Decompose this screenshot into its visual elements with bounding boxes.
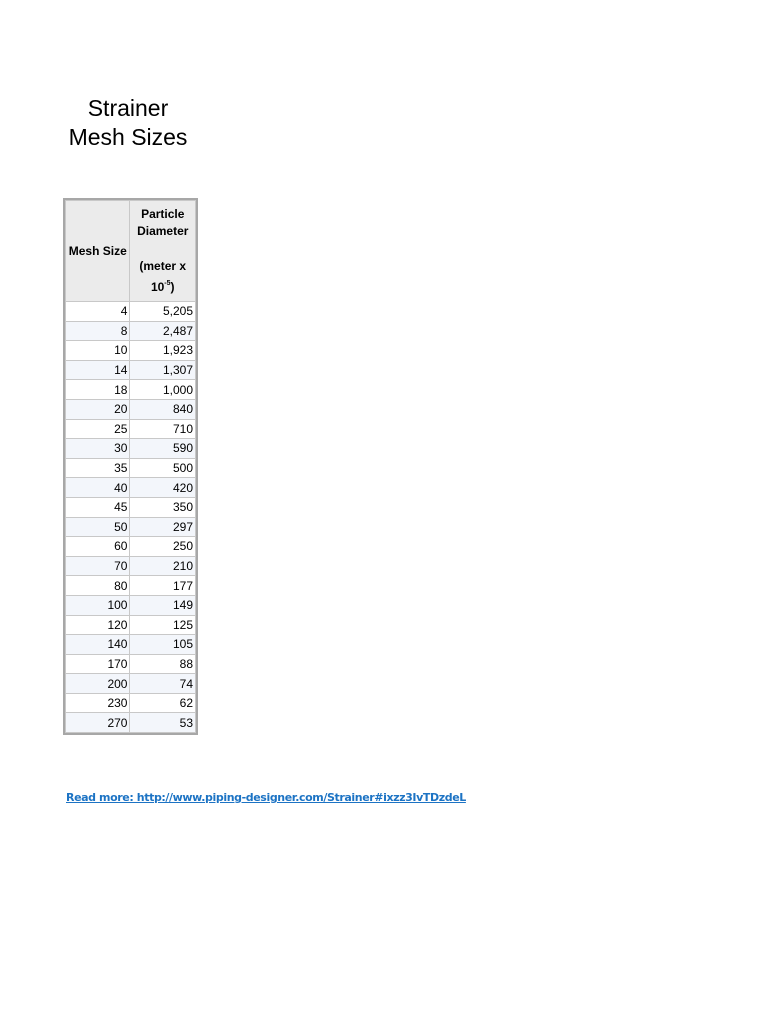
header-mesh-size: Mesh Size bbox=[66, 201, 130, 302]
header-particle-line-2: Diameter bbox=[137, 224, 189, 238]
header-unit-base: 10 bbox=[150, 280, 165, 294]
particle-diameter-cell: 88 bbox=[130, 654, 196, 674]
particle-diameter-cell: 177 bbox=[130, 576, 196, 596]
mesh-size-cell: 8 bbox=[66, 321, 130, 341]
table-row bbox=[66, 399, 196, 419]
particle-diameter-cell: 297 bbox=[130, 517, 196, 537]
mesh-size-cell: 40 bbox=[66, 478, 130, 498]
mesh-size-cell: 35 bbox=[66, 458, 130, 478]
particle-diameter-cell: 149 bbox=[130, 595, 196, 615]
table-row bbox=[66, 439, 196, 459]
mesh-size-cell: 140 bbox=[66, 635, 130, 655]
mesh-size-cell: 50 bbox=[66, 517, 130, 537]
mesh-size-cell: 60 bbox=[66, 537, 130, 557]
header-particle-line-1: Particle bbox=[141, 207, 185, 221]
mesh-size-cell: 45 bbox=[66, 497, 130, 517]
table-row bbox=[66, 341, 196, 361]
header-unit-exponent: -5 bbox=[164, 280, 171, 287]
table-row bbox=[66, 635, 196, 655]
particle-diameter-cell: 125 bbox=[130, 615, 196, 635]
table-row bbox=[66, 556, 196, 576]
particle-diameter-cell: 1,923 bbox=[130, 341, 196, 361]
table-row bbox=[66, 458, 196, 478]
particle-diameter-cell: 74 bbox=[130, 674, 196, 694]
particle-diameter-cell: 590 bbox=[130, 439, 196, 459]
table-row bbox=[66, 517, 196, 537]
mesh-size-cell: 230 bbox=[66, 693, 130, 713]
table-row bbox=[66, 615, 196, 635]
particle-diameter-cell: 420 bbox=[130, 478, 196, 498]
mesh-size-cell: 20 bbox=[66, 399, 130, 419]
table-row bbox=[66, 360, 196, 380]
page-title bbox=[58, 94, 198, 152]
table-row bbox=[66, 321, 196, 341]
mesh-size-cell: 80 bbox=[66, 576, 130, 596]
particle-diameter-cell: 710 bbox=[130, 419, 196, 439]
particle-diameter-cell: 840 bbox=[130, 399, 196, 419]
mesh-size-cell: 14 bbox=[66, 360, 130, 380]
particle-diameter-cell: 5,205 bbox=[130, 302, 196, 322]
mesh-size-cell: 25 bbox=[66, 419, 130, 439]
particle-diameter-cell: 2,487 bbox=[130, 321, 196, 341]
table-row bbox=[66, 419, 196, 439]
particle-diameter-cell: 62 bbox=[130, 693, 196, 713]
table-header-row bbox=[66, 201, 196, 302]
mesh-size-cell: 10 bbox=[66, 341, 130, 361]
particle-diameter-cell: 1,000 bbox=[130, 380, 196, 400]
mesh-size-cell: 4 bbox=[66, 302, 130, 322]
table-row bbox=[66, 497, 196, 517]
title-line-2: Mesh Sizes bbox=[68, 124, 188, 150]
header-unit bbox=[130, 275, 195, 296]
particle-diameter-cell: 105 bbox=[130, 635, 196, 655]
table-row bbox=[66, 595, 196, 615]
table-row bbox=[66, 478, 196, 498]
table-row bbox=[66, 713, 196, 733]
title-line-1: Strainer bbox=[87, 95, 169, 121]
particle-diameter-cell: 1,307 bbox=[130, 360, 196, 380]
particle-diameter-cell: 210 bbox=[130, 556, 196, 576]
mesh-size-cell: 100 bbox=[66, 595, 130, 615]
table-row bbox=[66, 576, 196, 596]
table-row bbox=[66, 654, 196, 674]
mesh-size-cell: 18 bbox=[66, 380, 130, 400]
table-row bbox=[66, 380, 196, 400]
particle-diameter-cell: 53 bbox=[130, 713, 196, 733]
mesh-size-cell: 30 bbox=[66, 439, 130, 459]
mesh-size-cell: 120 bbox=[66, 615, 130, 635]
mesh-size-cell: 170 bbox=[66, 654, 130, 674]
table-body bbox=[66, 302, 196, 733]
mesh-size-table bbox=[63, 198, 198, 735]
table-row bbox=[66, 674, 196, 694]
mesh-size-cell: 200 bbox=[66, 674, 130, 694]
header-unit-prefix: (meter x bbox=[139, 259, 187, 273]
read-more-link[interactable]: Read more: http://www.piping-designer.com/Strainer#ixzz3IvTDzdeL bbox=[66, 791, 466, 804]
particle-diameter-cell: 500 bbox=[130, 458, 196, 478]
particle-diameter-cell: 350 bbox=[130, 497, 196, 517]
table-row bbox=[66, 537, 196, 557]
particle-diameter-cell: 250 bbox=[130, 537, 196, 557]
table-row bbox=[66, 302, 196, 322]
header-particle-diameter bbox=[130, 201, 196, 302]
header-unit-close: ) bbox=[170, 280, 175, 294]
mesh-size-cell: 70 bbox=[66, 556, 130, 576]
table-row bbox=[66, 693, 196, 713]
mesh-size-cell: 270 bbox=[66, 713, 130, 733]
